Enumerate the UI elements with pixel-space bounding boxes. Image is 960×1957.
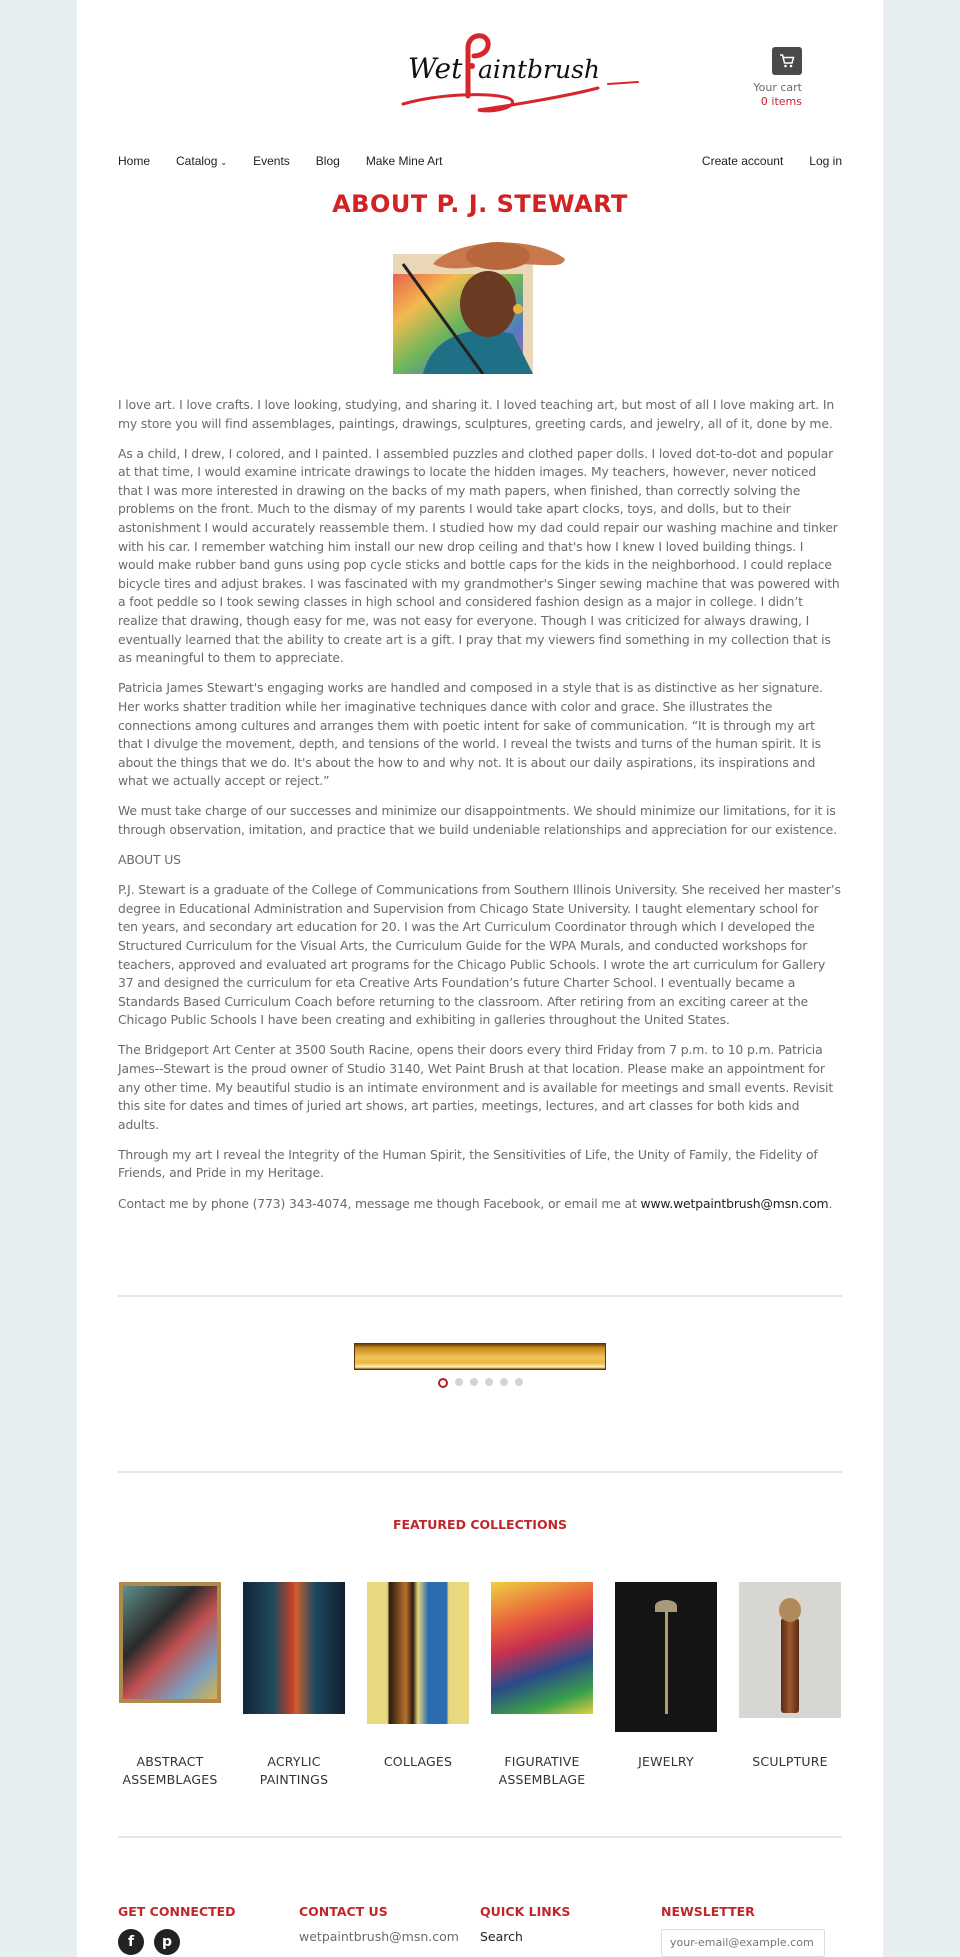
- footer-heading: GET CONNECTED: [118, 1903, 236, 1919]
- contact-email-link[interactable]: www.wetpaintbrush@msn.com: [640, 1195, 829, 1211]
- footer-get-connected: [118, 1904, 299, 1957]
- collection-label[interactable]: FIGURATIVE ASSEMBLAGE: [498, 1753, 586, 1788]
- collection-acrylic-paintings[interactable]: [242, 1582, 346, 1790]
- slider-dot-6[interactable]: [515, 1378, 523, 1386]
- nav-blog[interactable]: Blog: [315, 154, 340, 168]
- svg-text:aintbrush: aintbrush: [478, 55, 601, 84]
- site-footer: [118, 1838, 842, 1957]
- divider: [118, 1471, 842, 1473]
- collection-label[interactable]: ABSTRACT ASSEMBLAGES: [122, 1753, 218, 1788]
- paragraph: I love art. I love crafts. I love looking, studying, and sharing it. I loved teaching art, but most of all I love making art. In my store you will find assemblages, paintings, drawings, sculptures, greeting cards, and jewelry, all of it, done by me.: [118, 397, 835, 431]
- nav-create-account[interactable]: Create account: [701, 154, 784, 168]
- page-container: [77, 0, 883, 1957]
- nav-events[interactable]: Events: [253, 154, 290, 168]
- paragraph: Through my art I reveal the Integrity of the Human Spirit, the Sensitivities of Life, the Unity of Family, the Fidelity of Friends, and Pride in my Heritage.: [118, 1146, 818, 1181]
- nav-log-in[interactable]: Log in: [809, 154, 842, 168]
- footer-quick-links: [480, 1904, 661, 1957]
- footer-newsletter: [661, 1904, 842, 1957]
- cart-label[interactable]: Your cart: [753, 81, 802, 94]
- slider-dot-1[interactable]: [438, 1378, 448, 1388]
- chevron-down-icon: ⌄: [220, 158, 228, 167]
- main-nav: [118, 138, 842, 184]
- collection-thumbnail[interactable]: [739, 1582, 841, 1718]
- about-us-heading: ABOUT US: [118, 852, 181, 868]
- footer-heading: QUICK LINKS: [480, 1903, 571, 1919]
- cart-widget[interactable]: [742, 47, 802, 109]
- featured-collections: [118, 1517, 842, 1836]
- site-header: [118, 0, 842, 138]
- paragraph: As a child, I drew, I colored, and I painted. I assembled puzzles and clothed paper dolls. I loved dot-to-dot and popular at that time, I would examine intricate drawings to locate the hidden images. My teachers, however, never noticed that I was more interested in drawing on the backs of my math papers, when finished, than correctly solving the problems on the front. Much to the dismay of my parents I would take apart clocks, toys, and dolls, but to their astonishment I would accurately reassemble them. I studied how my dad could repair our washing machine and tinker with his car. I remember watching him install our new drop ceiling and that's how I knew I loved building things. I would make rubber band guns using pop cycle sticks and bottle caps for the kids in the neighborhood. I could replace bicycle tires and adjust brakes. I was fascinated with my grandmother's Singer sewing machine that was powered with a foot peddle so I took sewing classes in high school and considered fashion design as a major in college. I didn’t realize that drawing, though easy for me, was not easy for everyone. Though I was criticized for always drawing, I eventually learned that the ability to create art is a gift. I pray that my viewers find something in my collection that is as meaningful to them to appreciate.: [118, 445, 840, 666]
- collection-thumbnail[interactable]: [367, 1582, 469, 1724]
- slider-dot-4[interactable]: [485, 1378, 493, 1386]
- page-title: ABOUT P. J. STEWART: [332, 190, 628, 218]
- collection-label[interactable]: SCULPTURE: [752, 1753, 828, 1769]
- slider-dot-5[interactable]: [500, 1378, 508, 1386]
- paragraph: We must take charge of our successes and minimize our disappointments. We should minimize our limitations, for it is through observation, imitation, and practice that we build undeniable relationships and appreciation for our existence.: [118, 803, 837, 837]
- collection-thumbnail[interactable]: [615, 1582, 717, 1732]
- collection-collages[interactable]: [366, 1582, 470, 1790]
- paragraph: Patricia James Stewart's engaging works are handled and composed in a style that is as distinctive as her signature. Her works shatter tradition while her imaginative techniques dance with color and grace. She illustrates the connections among cultures and arranges them with poetic intent for sake of communication. “It is through my art that I divulge the movement, depth, and tensions of the world. I reveal the twists and turns of the human spirit. It is about the things that we do. It's about the how to and why not. It is about our daily aspirations, its inspirations and what we actually accept or reject.”: [118, 680, 823, 789]
- image-slider[interactable]: [118, 1297, 842, 1471]
- collection-thumbnail[interactable]: [119, 1582, 221, 1703]
- site-logo[interactable]: [398, 26, 643, 116]
- footer-heading: CONTACT US: [299, 1903, 388, 1919]
- collection-figurative-assemblage[interactable]: [490, 1582, 594, 1790]
- collection-label[interactable]: ACRYLIC PAINTINGS: [259, 1753, 329, 1788]
- paragraph: The Bridgeport Art Center at 3500 South Racine, opens their doors every third Friday from 7 p.m. to 10 p.m. Patricia James--Stewart is the proud owner of Studio 3140, Wet Paint Brush at that location. Please make an appointment for any other time. My beautiful studio is an intimate environment and is available for meetings and small events. Revisit this site for dates and times of juried art shows, art parties, meetings, lectures, and art classes for both kids and adults.: [118, 1042, 834, 1132]
- cart-count[interactable]: 0 items: [760, 95, 802, 108]
- slide-image-gold-frame[interactable]: [354, 1343, 606, 1370]
- collection-label[interactable]: JEWELRY: [638, 1753, 694, 1769]
- footer-heading: NEWSLETTER: [661, 1903, 755, 1919]
- collection-thumbnail[interactable]: [491, 1582, 593, 1714]
- about-content: [118, 396, 842, 1213]
- collection-thumbnail[interactable]: [243, 1582, 345, 1714]
- collection-sculpture[interactable]: [738, 1582, 842, 1790]
- newsletter-email-input[interactable]: [661, 1929, 825, 1957]
- nav-home[interactable]: Home: [118, 154, 151, 168]
- slider-pagination: [118, 1378, 842, 1388]
- paragraph: P.J. Stewart is a graduate of the College of Communications from Southern Illinois University. She received her master’s degree in Educational Administration and Supervision from Chicago State University. I taught elementary school for ten years, and secondary art education for 20. I was the Art Curriculum Coordinator through which I developed the Structured Curriculum for the Visual Arts, the Curriculum Guide for the WPA Murals, and conducted workshops for teachers, approved and evaluated art programs for the Chicago Public Schools. I wrote the art curriculum for Gallery 37 and designed the curriculum for eta Creative Arts Foundation’s future Charter School. I eventually became a Standards Based Curriculum Coach before returning to the classroom. After retiring from an exciting career at the Chicago Public Schools I have been creating and exhibiting in galleries throughout the United States.: [118, 882, 841, 1028]
- nav-catalog[interactable]: [176, 154, 227, 168]
- pinterest-icon[interactable]: p: [154, 1929, 180, 1955]
- footer-contact-us: [299, 1904, 480, 1957]
- contact-suffix: .: [828, 1195, 833, 1211]
- slider-dot-2[interactable]: [455, 1378, 463, 1386]
- collection-jewelry[interactable]: [614, 1582, 718, 1790]
- featured-collections-title: FEATURED COLLECTIONS: [392, 1516, 568, 1532]
- nav-make-mine-art[interactable]: Make Mine Art: [365, 154, 443, 168]
- slider-dot-3[interactable]: [470, 1378, 478, 1386]
- svg-text:Wet: Wet: [408, 52, 463, 85]
- collection-label[interactable]: COLLAGES: [383, 1753, 453, 1769]
- facebook-icon[interactable]: f: [118, 1929, 144, 1955]
- contact-paragraph: [118, 1195, 842, 1214]
- cart-icon[interactable]: [772, 47, 802, 75]
- footer-email[interactable]: wetpaintbrush@msn.com: [299, 1928, 459, 1944]
- contact-text: Contact me by phone (773) 343-4074, message me though Facebook, or email me at: [118, 1195, 641, 1211]
- footer-link-search[interactable]: Search: [480, 1928, 523, 1944]
- nav-catalog-label: Catalog: [176, 154, 218, 168]
- collection-abstract-assemblages[interactable]: [118, 1582, 222, 1790]
- artist-portrait-image: [393, 234, 567, 374]
